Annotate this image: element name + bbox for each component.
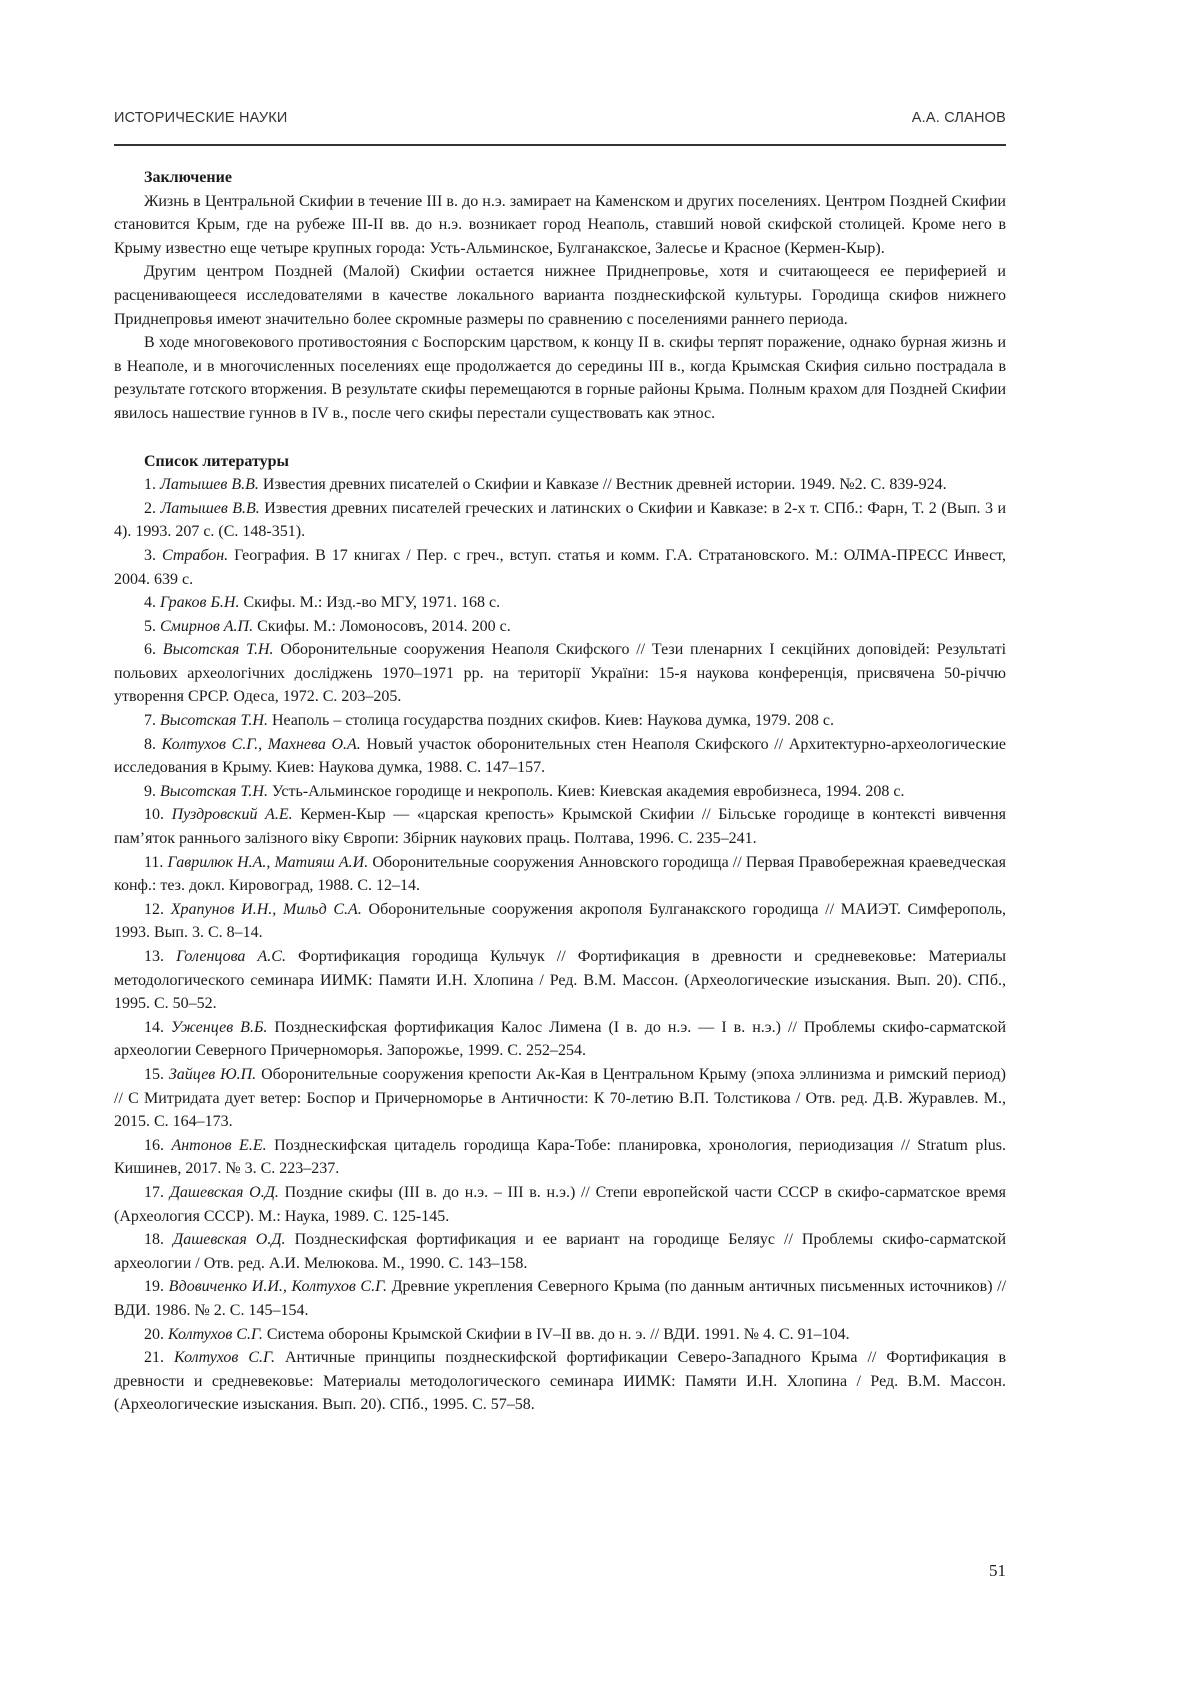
reference-author: Колтухов С.Г. (168, 1325, 263, 1343)
reference-text: Скифы. М.: Ломоносовъ, 2014. 200 с. (257, 617, 511, 635)
reference-item (114, 1063, 1006, 1134)
reference-text: Поздние скифы (III в. до н.э. – III в. н.э.) // Степи европейской части СССР в скифо-сарматское время (Археология СССР). М.: Наука, 1989. С. 125-145. (114, 1183, 1007, 1225)
reference-text: Оборонительные сооружения акрополя Булганакского городища // МАИЭТ. Симферополь, 1993. Вып. 3. С. 8–14. (114, 900, 1007, 942)
reference-text: Оборонительные сооружения Неаполя Скифского // Тези пленарних I секційних доповідей: Результаті польових археологічних досліджень 1970–1971 рр. на території України: 15-я наукова конференція, присвячена 50-річчю утворення СРСР. Одеса, 1972. С. 203–205. (114, 641, 1007, 706)
reference-author: Граков Б.Н. (160, 594, 240, 612)
reference-text: Неаполь – столица государства поздних скифов. Киев: Наукова думка, 1979. 208 с. (271, 712, 835, 730)
reference-text: Оборонительные сооружения Анновского городища // Первая Правобережная краеведческая конф.: тез. докл. Кировоград, 1988. С. 12–14. (114, 853, 1006, 895)
article-body (114, 166, 1006, 1417)
reference-text: Древние укрепления Северного Крыма (по данным античных письменных источников) // ВДИ. 1986. № 2. С. 145–154. (114, 1278, 1007, 1319)
reference-number: 10. (144, 806, 164, 824)
author-name: А.А. СЛАНОВ (911, 110, 1006, 126)
reference-text: Позднескифская фортификация и ее вариант на городище Беляус // Проблемы скифо-сарматской археологии / Отв. ред. А.И. Мелюкова. М., 1990. С. 143–158. (114, 1231, 1007, 1272)
reference-author: Дашевская О.Д. (173, 1231, 286, 1249)
reference-number: 19. (144, 1278, 164, 1296)
reference-text: Кермен-Кыр — «царская крепость» Крымской Скифии // Більське городище в контексті вивчення пам’яток раннього залізного віку Європи: Збірник наукових праць. Полтава, 1996. С. 235–241. (114, 806, 1007, 848)
reference-item (114, 851, 1006, 898)
reference-number: 15. (144, 1065, 164, 1083)
reference-item (114, 544, 1006, 591)
reference-item (114, 803, 1006, 850)
reference-author: Антонов Е.Е. (171, 1136, 267, 1154)
reference-item (114, 709, 1006, 733)
reference-number: 13. (144, 948, 164, 965)
reference-list (114, 473, 1006, 1417)
reference-author: Страбон. (161, 546, 229, 564)
reference-number: 3. (144, 546, 156, 564)
reference-author: Пуздровский А.Е. (171, 806, 293, 824)
reference-author: Высотская Т.Н. (160, 782, 268, 800)
reference-author: Колтухов С.Г. (174, 1349, 275, 1367)
reference-author: Дашевская О.Д. (169, 1183, 279, 1201)
reference-item (114, 898, 1006, 945)
reference-number: 17. (144, 1183, 164, 1201)
reference-item (114, 1346, 1006, 1417)
reference-text: Позднескифская цитадель городища Кара-Тобе: планировка, хронология, периодизация // Stratum plus. Кишинев, 2017. № 3. С. 223–237. (114, 1136, 1007, 1178)
reference-author: Смирнов А.П. (160, 617, 254, 635)
reference-author: Высотская Т.Н. (160, 712, 268, 730)
reference-number: 6. (144, 641, 156, 659)
reference-number: 11. (144, 853, 164, 871)
reference-text: Усть-Альминское городище и некрополь. Киев: Киевская академия евробизнеса, 1994. 208 с. (271, 782, 905, 800)
reference-item (114, 473, 1006, 497)
reference-item (114, 1134, 1006, 1181)
reference-number: 1. (144, 476, 156, 494)
reference-text: Оборонительные сооружения крепости Ак-Кая в Центральном Крыму (эпоха эллинизма и римский период) // С Митридата дует ветер: Боспор и Причерноморье в Античности: К 70-летию В.П. Толстикова / Отв. ред. Д.В. Журавлев. М., 2015. С. 164–173. (114, 1065, 1007, 1131)
conclusion-paragraph: Другим центром Поздней (Малой) Скифии остается нижнее Приднепровье, хотя и считающееся ее периферией и расценивающееся исследователями в качестве локального варианта позднескифской культуры. Городища скифов нижнего Приднепровья имеют значительно более скромные размеры по сравнению с поселениями раннего периода. (114, 263, 1006, 328)
reference-item (114, 945, 1006, 1016)
section-title: ИСТОРИЧЕСКИЕ НАУКИ (114, 110, 288, 126)
reference-item (114, 497, 1006, 544)
reference-text: Новый участок оборонительных стен Неаполя Скифского // Архитектурно-археологические исследования в Крыму. Киев: Наукова думка, 1988. С. 147–157. (114, 735, 1007, 777)
references-heading: Список литературы (144, 452, 289, 470)
reference-author: Гаврилюк Н.А., Матияш А.И. (167, 853, 369, 871)
conclusion-paragraph: Жизнь в Центральной Скифии в течение III в. до н.э. замирает на Каменском и других поселениях. Центром Поздней Скифии становится Крым, где на рубеже III-II вв. до н.э. возникает город Неаполь, ставший новой скифской столицей. Кроме него в Крыму известно еще четыре крупных города: Усть-Альминское, Булганакское, Залесье и Красное (Кермен-Кыр). (114, 192, 1006, 257)
reference-number: 7. (144, 712, 156, 730)
reference-item (114, 780, 1006, 804)
conclusion-paragraph: В ходе многовекового противостояния с Боспорским царством, к концу II в. скифы терпят поражение, однако бурная жизнь и в Неаполе, и в многочисленных поселениях еще продолжается до середины III в., когда Крымская Скифия сильно пострадала в результате готского вторжения. В результате скифы перемещаются в горные районы Крыма. Полным крахом для Поздней Скифии явилось нашествие гуннов в IV в., после чего скифы перестали существовать как этнос. (114, 334, 1006, 422)
reference-author: Уженцев В.Б. (171, 1018, 268, 1036)
reference-number: 8. (144, 735, 156, 753)
reference-item (114, 1323, 1006, 1347)
reference-number: 18. (144, 1231, 164, 1249)
reference-item (114, 1228, 1006, 1275)
reference-text: Известия древних писателей о Скифии и Кавказе // Вестник древней истории. 1949. №2. С. 839-924. (262, 476, 947, 494)
reference-number: 21. (144, 1349, 164, 1367)
conclusion-heading: Заключение (144, 169, 232, 186)
reference-text: География. В 17 книгах / Пер. с греч., вступ. статья и комм. Г.А. Стратановского. М.: ОЛМА-ПРЕСС Инвест, 2004. 639 с. (114, 546, 1007, 588)
reference-number: 2. (144, 499, 156, 517)
page-number: 51 (989, 1561, 1006, 1580)
reference-number: 14. (144, 1018, 164, 1036)
reference-item (114, 733, 1006, 780)
reference-item (114, 591, 1006, 615)
reference-text: Система обороны Крымской Скифии в IV–II вв. до н. э. // ВДИ. 1991. № 4. С. 91–104. (266, 1325, 850, 1343)
reference-author: Латышев В.В. (160, 499, 260, 517)
reference-number: 4. (144, 594, 156, 612)
reference-number: 12. (144, 900, 164, 918)
reference-author: Латышев В.В. (160, 476, 259, 494)
reference-author: Колтухов С.Г., Махнева О.А. (161, 735, 361, 753)
running-header (114, 104, 1006, 146)
reference-author: Зайцев Ю.П. (168, 1065, 257, 1083)
reference-number: 9. (144, 782, 156, 800)
reference-author: Голенцова А.С. (176, 948, 286, 965)
reference-author: Высотская Т.Н. (162, 641, 274, 659)
reference-text: Скифы. М.: Изд.-во МГУ, 1971. 168 с. (243, 594, 501, 612)
reference-item (114, 615, 1006, 639)
reference-number: 5. (144, 617, 156, 635)
reference-item (114, 1275, 1006, 1322)
reference-number: 20. (144, 1325, 164, 1343)
reference-item (114, 638, 1006, 709)
reference-item (114, 1181, 1006, 1228)
reference-author: Храпунов И.Н., Мильд С.А. (170, 900, 362, 918)
reference-text: Известия древних писателей греческих и латинских о Скифии и Кавказе: в 2-х т. СПб.: Фарн, Т. 2 (Вып. 3 и 4). 1993. 207 с. (С. 148-351). (114, 499, 1007, 541)
reference-text: Античные принципы позднескифской фортификации Северо-Западного Крыма // Фортификация в древности и средневековье: Материалы методологического семинара ИИМК: Памяти И.Н. Хлопина / Ред. В.М. Массон. (Археологические изыскания. Вып. 20). СПб., 1995. С. 57–58. (114, 1349, 1007, 1414)
reference-text: Фортификация городища Кульчук // Фортификация в древности и средневековье: Материалы методологического семинара ИИМК: Памяти И.Н. Хлопина / Ред. В.М. Массон. (Археологические изыскания. Вып. 20). СПб., 1995. С. 50–52. (114, 948, 1007, 1013)
reference-item (114, 1016, 1006, 1063)
reference-number: 16. (144, 1136, 164, 1154)
reference-text: Позднескифская фортификация Калос Лимена (I в. до н.э. — I в. н.э.) // Проблемы скифо-сарматской археологии Северного Причерноморья. Запорожье, 1999. С. 252–254. (114, 1018, 1007, 1060)
reference-author: Вдовиченко И.И., Колтухов С.Г. (168, 1278, 387, 1296)
